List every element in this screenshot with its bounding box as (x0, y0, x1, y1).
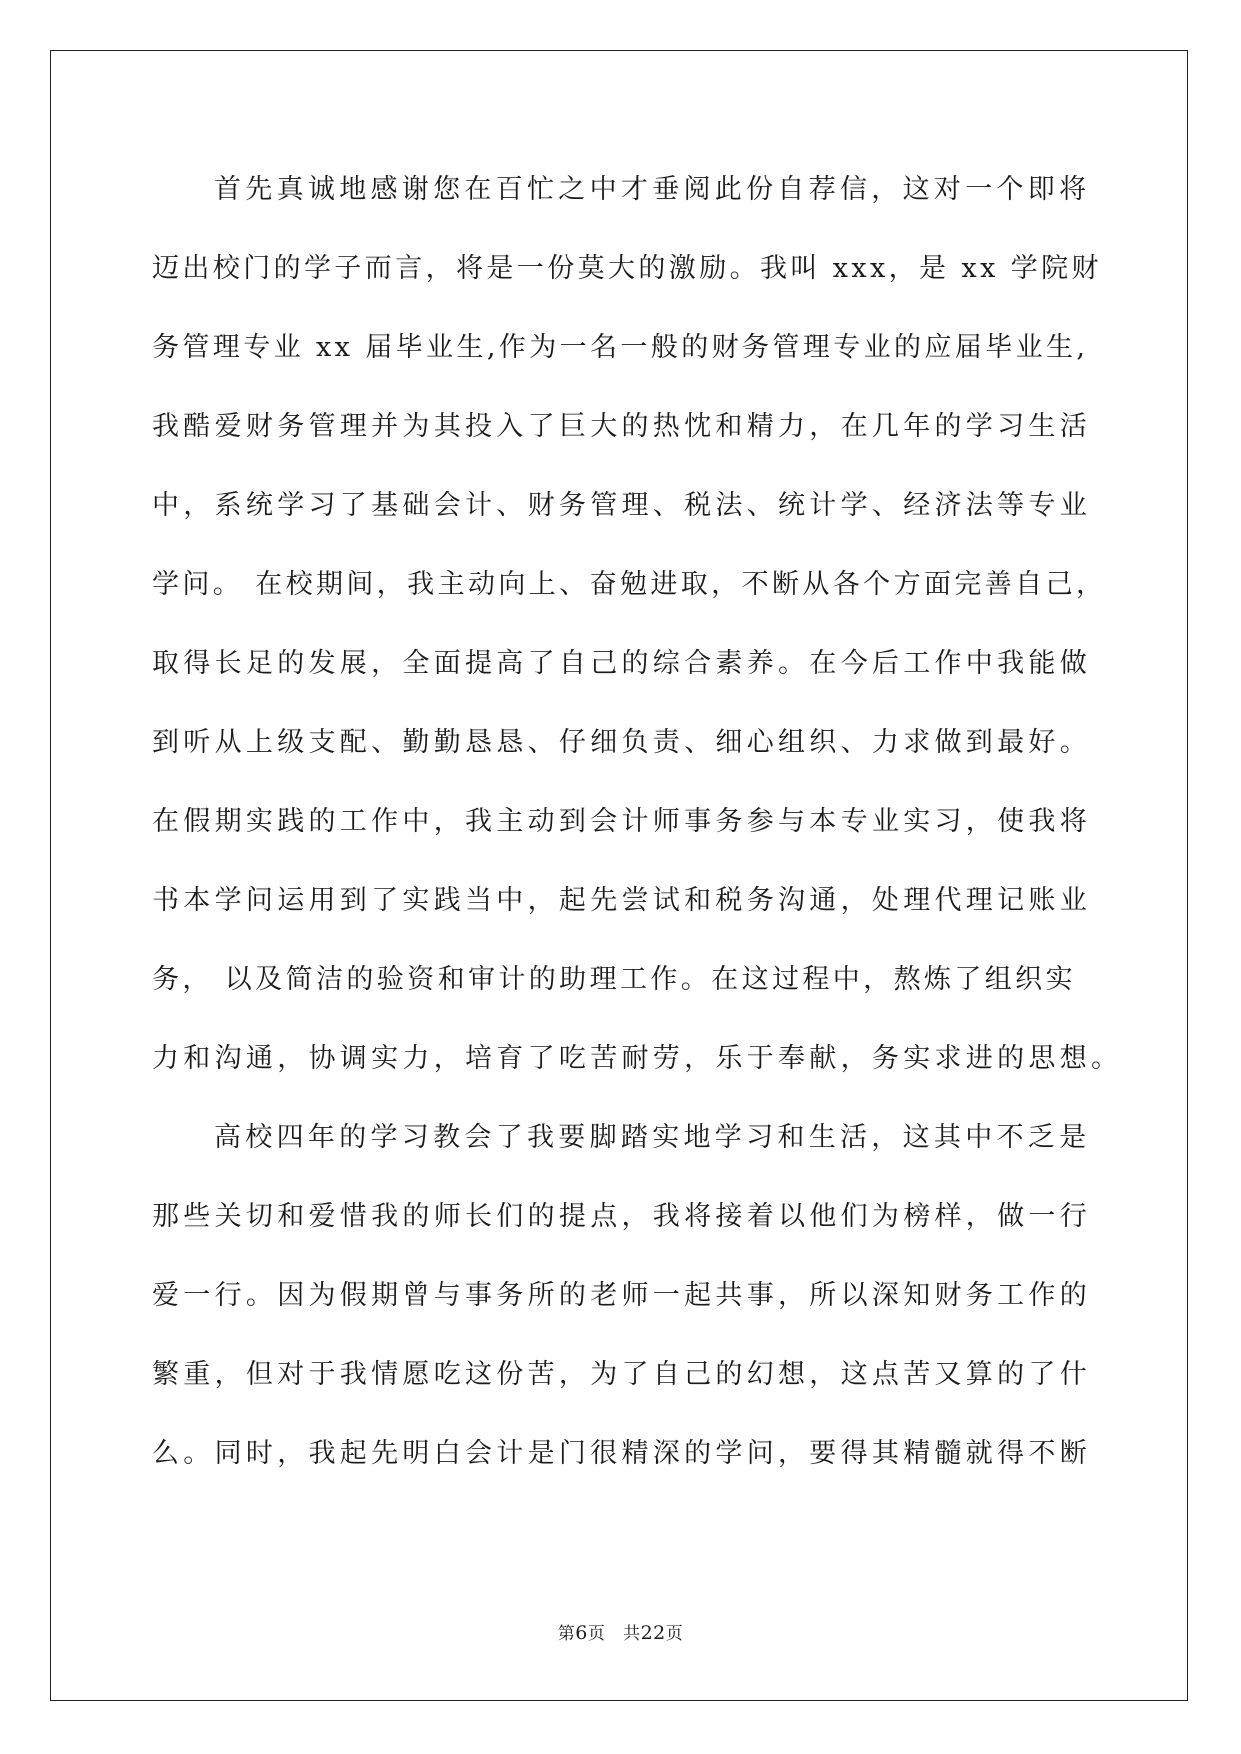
text-line: 爱一行。因为假期曾与事务所的老师一起共事，所以深知财务工作的 (152, 1280, 1091, 1311)
text-line: 到听从上级支配、勤勤恳恳、仔细负责、细心组织、力求做到最好。 (152, 727, 1091, 758)
text-line: 中，系统学习了基础会计、财务管理、税法、统计学、经济法等专业 (152, 490, 1091, 521)
text-line: 繁重，但对于我情愿吃这份苦，为了自己的幻想，这点苦又算的了什 (152, 1359, 1091, 1390)
text-line: 力和沟通，协调实力，培育了吃苦耐劳，乐于奉献，务实求进的思想。 (152, 1043, 1123, 1074)
page-footer (0, 1619, 1241, 1644)
text-line: 书本学问运用到了实践当中，起先尝试和税务沟通，处理代理记账业 (152, 885, 1091, 916)
text-line: 在假期实践的工作中，我主动到会计师事务参与本专业实习，使我将 (152, 806, 1091, 837)
text-line: 取得长足的发展，全面提高了自己的综合素养。在今后工作中我能做 (152, 648, 1091, 679)
text-line: 迈出校门的学子而言，将是一份莫大的激励。我叫 xxx，是 xx 学院财 (152, 253, 1102, 284)
text-line: 务管理专业 xx 届毕业生,作为一名一般的财务管理专业的应届毕业生, (152, 332, 1089, 363)
text-line: 首先真诚地感谢您在百忙之中才垂阅此份自荐信，这对一个即将 (214, 174, 1091, 205)
total-pages: 22 (640, 1622, 666, 1644)
text-line: 么。同时，我起先明白会计是门很精深的学问，要得其精髓就得不断 (152, 1438, 1091, 1469)
text-line: 务， 以及简洁的验资和审计的助理工作。在这过程中，熬炼了组织实 (152, 964, 1076, 995)
text-line: 那些关切和爱惜我的师长们的提点，我将接着以他们为榜样，做一行 (152, 1201, 1091, 1232)
text-line: 学问。 在校期间，我主动向上、奋勉进取，不断从各个方面完善自己， (152, 569, 1107, 600)
page-number: 6 (575, 1622, 588, 1644)
total-prefix: 共 (623, 1624, 641, 1644)
page-prefix: 第 (557, 1624, 576, 1644)
total-suffix: 页 (665, 1624, 684, 1644)
text-line: 高校四年的学习教会了我要脚踏实地学习和生活，这其中不乏是 (214, 1122, 1091, 1153)
text-line: 我酷爱财务管理并为其投入了巨大的热忱和精力，在几年的学习生活 (152, 411, 1091, 442)
page-suffix: 页 (587, 1624, 606, 1644)
